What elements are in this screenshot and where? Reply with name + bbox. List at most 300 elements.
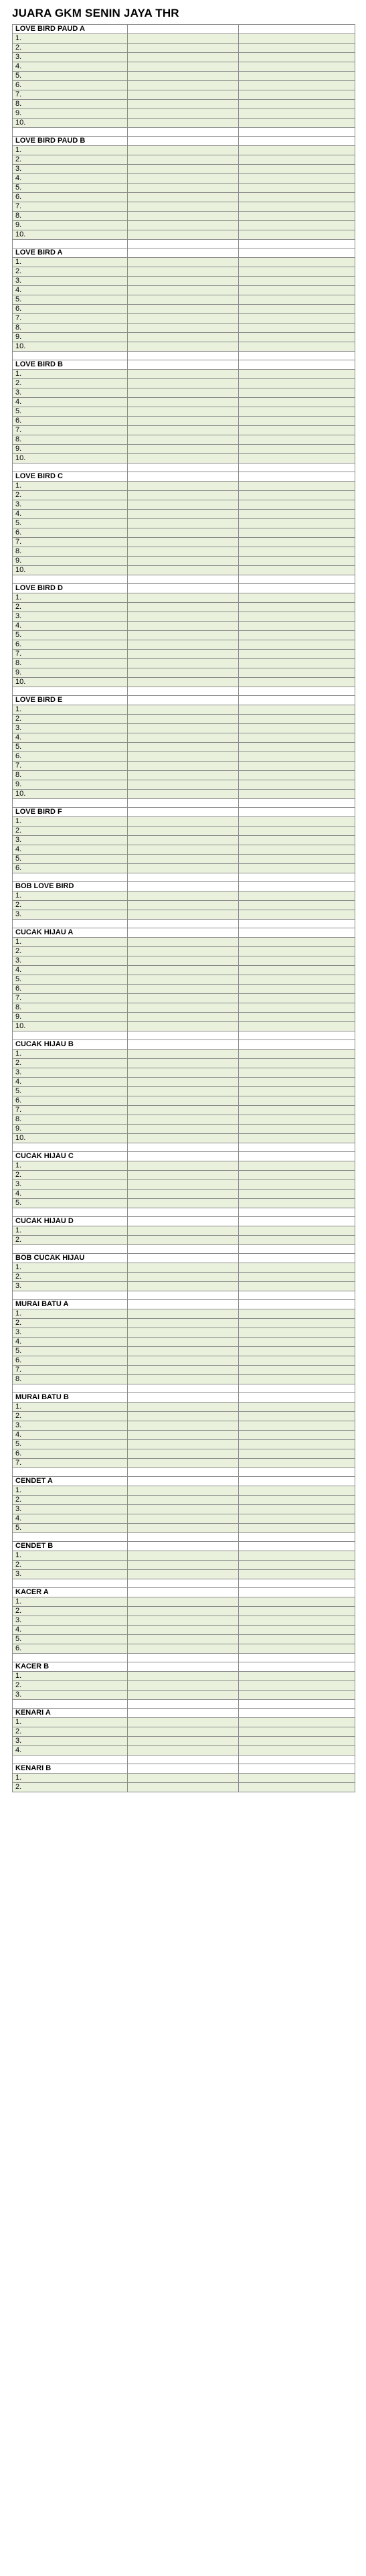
- header-cell: [128, 808, 239, 817]
- rank-cell: [13, 426, 128, 435]
- bird-name: [128, 845, 239, 855]
- winner-row: [13, 622, 355, 631]
- header-cell: [239, 1477, 355, 1486]
- rank-cell: [13, 855, 128, 864]
- section-spacer: [13, 463, 355, 472]
- winner-row: [13, 845, 355, 855]
- rank-cell: [13, 938, 128, 947]
- spacer-cell: [13, 1700, 128, 1709]
- owner-club: [239, 1626, 355, 1635]
- winner-row: [13, 855, 355, 864]
- bird-name: [128, 1561, 239, 1570]
- rank-number: 10.: [15, 454, 26, 462]
- bird-name: [128, 1672, 239, 1681]
- winner-row: [13, 966, 355, 975]
- rank-number: 7.: [15, 426, 22, 434]
- rank-number: 5.: [15, 1635, 22, 1643]
- rank-cell: [13, 705, 128, 715]
- rank-cell: [13, 417, 128, 426]
- rank-number: 4.: [15, 62, 22, 70]
- header-cell: [128, 360, 239, 370]
- rank-cell: [13, 258, 128, 267]
- winner-row: [13, 733, 355, 743]
- spacer-cell: [239, 1291, 355, 1300]
- winner-row: [13, 155, 355, 165]
- bird-name: [128, 119, 239, 128]
- header-cell: [128, 928, 239, 938]
- header-cell: [128, 1300, 239, 1309]
- owner-club: [239, 277, 355, 286]
- rank-number: 6.: [15, 417, 22, 425]
- spacer-cell: [13, 799, 128, 808]
- owner-club: [239, 72, 355, 81]
- owner-club: [239, 612, 355, 622]
- rank-cell: [13, 286, 128, 295]
- class-header: [13, 1542, 355, 1551]
- owner-club: [239, 668, 355, 678]
- owner-club: [239, 864, 355, 873]
- winner-row: [13, 1125, 355, 1134]
- rank-number: 3.: [15, 956, 22, 964]
- winner-row: [13, 1309, 355, 1319]
- spacer-cell: [128, 1245, 239, 1254]
- rank-number: 2.: [15, 267, 22, 275]
- rank-number: 3.: [15, 724, 22, 732]
- class-name: CUCAK HIJAU A: [13, 928, 128, 938]
- spacer-cell: [13, 1143, 128, 1152]
- rank-number: 3.: [15, 1505, 22, 1513]
- class-name: CENDET B: [13, 1542, 128, 1551]
- owner-club: [239, 1068, 355, 1078]
- winner-row: [13, 538, 355, 547]
- rank-cell: [13, 668, 128, 678]
- owner-club: [239, 1459, 355, 1468]
- spacer-cell: [13, 920, 128, 928]
- rank-number: 5.: [15, 1199, 22, 1207]
- rank-cell: [13, 1431, 128, 1440]
- winner-row: [13, 62, 355, 72]
- winner-row: [13, 1440, 355, 1449]
- rank-cell: [13, 1171, 128, 1180]
- bird-name: [128, 1524, 239, 1533]
- owner-club: [239, 286, 355, 295]
- rank-number: 6.: [15, 1449, 22, 1457]
- bird-name: [128, 519, 239, 528]
- rank-cell: [13, 212, 128, 221]
- owner-club: [239, 445, 355, 454]
- bird-name: [128, 1096, 239, 1106]
- rank-cell: [13, 566, 128, 575]
- rank-number: 1.: [15, 1226, 22, 1234]
- owner-club: [239, 1412, 355, 1421]
- winner-row: [13, 230, 355, 240]
- spacer-cell: [128, 1468, 239, 1477]
- owner-club: [239, 1616, 355, 1626]
- class-name: KACER A: [13, 1588, 128, 1597]
- owner-club: [239, 417, 355, 426]
- bird-name: [128, 1486, 239, 1496]
- class-header: [13, 1393, 355, 1403]
- rank-number: 7.: [15, 202, 22, 210]
- owner-club: [239, 1718, 355, 1727]
- owner-club: [239, 1607, 355, 1616]
- bird-name: [128, 305, 239, 314]
- rank-cell: [13, 901, 128, 910]
- rank-cell: [13, 836, 128, 845]
- bird-name: [128, 864, 239, 873]
- bird-name: [128, 165, 239, 174]
- owner-club: [239, 1263, 355, 1273]
- rank-number: 8.: [15, 212, 22, 220]
- rank-number: 3.: [15, 1691, 22, 1699]
- rank-number: 3.: [15, 1737, 22, 1745]
- bird-name: [128, 100, 239, 109]
- owner-club: [239, 370, 355, 379]
- winner-row: [13, 836, 355, 845]
- rank-number: 2.: [15, 1059, 22, 1067]
- rank-cell: [13, 780, 128, 790]
- rank-number: 9.: [15, 668, 22, 676]
- bird-name: [128, 528, 239, 538]
- rank-number: 2.: [15, 1681, 22, 1689]
- winner-row: [13, 510, 355, 519]
- bird-name: [128, 267, 239, 277]
- rank-number: 2.: [15, 1607, 22, 1615]
- bird-name: [128, 72, 239, 81]
- rank-cell: [13, 510, 128, 519]
- winner-row: [13, 1774, 355, 1783]
- rank-cell: [13, 1635, 128, 1644]
- rank-number: 6.: [15, 640, 22, 648]
- header-cell: [239, 584, 355, 593]
- bird-name: [128, 398, 239, 407]
- bird-name: [128, 62, 239, 72]
- rank-number: 2.: [15, 1319, 22, 1327]
- owner-club: [239, 1190, 355, 1199]
- bird-name: [128, 510, 239, 519]
- bird-name: [128, 1774, 239, 1783]
- owner-club: [239, 938, 355, 947]
- winner-row: [13, 891, 355, 901]
- rank-number: 3.: [15, 165, 22, 173]
- winner-row: [13, 500, 355, 510]
- bird-name: [128, 790, 239, 799]
- rank-number: 4.: [15, 966, 22, 974]
- rank-number: 10.: [15, 342, 26, 350]
- winner-row: [13, 342, 355, 352]
- rank-cell: [13, 817, 128, 827]
- winner-row: [13, 1263, 355, 1273]
- bird-name: [128, 1319, 239, 1328]
- class-name: MURAI BATU B: [13, 1393, 128, 1403]
- header-cell: [239, 928, 355, 938]
- rank-cell: [13, 1597, 128, 1607]
- class-name: KACER B: [13, 1662, 128, 1672]
- winner-row: [13, 202, 355, 212]
- spacer-cell: [128, 1700, 239, 1709]
- winner-row: [13, 1459, 355, 1468]
- owner-club: [239, 947, 355, 956]
- owner-club: [239, 547, 355, 557]
- winner-row: [13, 640, 355, 650]
- spacer-cell: [239, 128, 355, 137]
- bird-name: [128, 1171, 239, 1180]
- winner-row: [13, 1375, 355, 1384]
- rank-number: 5.: [15, 1524, 22, 1532]
- bird-name: [128, 379, 239, 388]
- winner-row: [13, 1524, 355, 1533]
- bird-name: [128, 1068, 239, 1078]
- owner-club: [239, 1421, 355, 1431]
- rank-number: 3.: [15, 500, 22, 508]
- bird-name: [128, 1199, 239, 1208]
- bird-name: [128, 1309, 239, 1319]
- bird-name: [128, 1718, 239, 1727]
- header-cell: [239, 360, 355, 370]
- header-cell: [239, 1152, 355, 1161]
- rank-number: 7.: [15, 1459, 22, 1467]
- rank-cell: [13, 547, 128, 557]
- winner-row: [13, 81, 355, 90]
- rank-cell: [13, 1338, 128, 1347]
- owner-club: [239, 1644, 355, 1654]
- rank-cell: [13, 1226, 128, 1236]
- owner-club: [239, 1440, 355, 1449]
- rank-number: 9.: [15, 333, 22, 341]
- owner-club: [239, 901, 355, 910]
- rank-cell: [13, 1570, 128, 1579]
- owner-club: [239, 230, 355, 240]
- rank-cell: [13, 1459, 128, 1468]
- rank-number: 4.: [15, 1190, 22, 1198]
- rank-cell: [13, 790, 128, 799]
- owner-club: [239, 975, 355, 985]
- rank-cell: [13, 1050, 128, 1059]
- winner-row: [13, 1190, 355, 1199]
- winner-row: [13, 1236, 355, 1245]
- class-header: [13, 1588, 355, 1597]
- rank-cell: [13, 1486, 128, 1496]
- rank-cell: [13, 324, 128, 333]
- owner-club: [239, 1366, 355, 1375]
- header-cell: [128, 472, 239, 482]
- rank-cell: [13, 342, 128, 352]
- rank-number: 1.: [15, 258, 22, 266]
- bird-name: [128, 286, 239, 295]
- owner-club: [239, 1273, 355, 1282]
- winner-row: [13, 305, 355, 314]
- owner-club: [239, 314, 355, 324]
- bird-name: [128, 910, 239, 920]
- bird-name: [128, 1338, 239, 1347]
- spacer-cell: [13, 687, 128, 696]
- spacer-cell: [13, 1468, 128, 1477]
- owner-club: [239, 119, 355, 128]
- bird-name: [128, 1013, 239, 1022]
- bird-name: [128, 1551, 239, 1561]
- owner-club: [239, 678, 355, 687]
- rank-number: 5.: [15, 631, 22, 639]
- bird-name: [128, 1412, 239, 1421]
- owner-club: [239, 752, 355, 762]
- owner-club: [239, 1551, 355, 1561]
- rank-number: 6.: [15, 864, 22, 872]
- class-name: MURAI BATU A: [13, 1300, 128, 1309]
- winner-row: [13, 1059, 355, 1068]
- bird-name: [128, 1328, 239, 1338]
- header-cell: [128, 1254, 239, 1263]
- header-cell: [239, 1040, 355, 1050]
- rank-number: 8.: [15, 1003, 22, 1011]
- spacer-cell: [128, 240, 239, 248]
- class-header: [13, 25, 355, 34]
- header-cell: [239, 472, 355, 482]
- class-header: [13, 1040, 355, 1050]
- owner-club: [239, 1003, 355, 1013]
- rank-cell: [13, 1199, 128, 1208]
- owner-club: [239, 193, 355, 202]
- winner-row: [13, 1561, 355, 1570]
- rank-cell: [13, 398, 128, 407]
- section-spacer: [13, 352, 355, 360]
- rank-number: 5.: [15, 295, 22, 303]
- bird-name: [128, 1616, 239, 1626]
- rank-number: 9.: [15, 1125, 22, 1133]
- owner-club: [239, 762, 355, 771]
- rank-cell: [13, 193, 128, 202]
- rank-number: 8.: [15, 1375, 22, 1383]
- rank-number: 6.: [15, 1096, 22, 1104]
- winner-row: [13, 612, 355, 622]
- winner-row: [13, 72, 355, 81]
- winner-row: [13, 1115, 355, 1125]
- rank-number: 2.: [15, 491, 22, 499]
- bird-name: [128, 771, 239, 780]
- owner-club: [239, 966, 355, 975]
- class-name: CUCAK HIJAU D: [13, 1217, 128, 1226]
- rank-number: 1.: [15, 1551, 22, 1559]
- class-header: [13, 1217, 355, 1226]
- spacer-cell: [239, 575, 355, 584]
- rank-number: 3.: [15, 1180, 22, 1188]
- bird-name: [128, 184, 239, 193]
- rank-cell: [13, 975, 128, 985]
- bird-name: [128, 1190, 239, 1199]
- winner-row: [13, 1505, 355, 1514]
- bird-name: [128, 1078, 239, 1087]
- spacer-cell: [128, 1384, 239, 1393]
- bird-name: [128, 622, 239, 631]
- rank-number: 2.: [15, 901, 22, 909]
- rank-number: 10.: [15, 119, 26, 127]
- owner-club: [239, 557, 355, 566]
- rank-number: 3.: [15, 388, 22, 397]
- winner-row: [13, 864, 355, 873]
- rank-cell: [13, 491, 128, 500]
- rank-cell: [13, 1412, 128, 1421]
- header-cell: [128, 1709, 239, 1718]
- winner-row: [13, 1551, 355, 1561]
- rank-cell: [13, 1180, 128, 1190]
- rank-number: 6.: [15, 752, 22, 760]
- section-spacer: [13, 128, 355, 137]
- bird-name: [128, 678, 239, 687]
- owner-club: [239, 1134, 355, 1143]
- bird-name: [128, 1161, 239, 1171]
- owner-club: [239, 379, 355, 388]
- header-cell: [128, 137, 239, 146]
- owner-club: [239, 1282, 355, 1291]
- winner-row: [13, 994, 355, 1003]
- section-spacer: [13, 1384, 355, 1393]
- rank-cell: [13, 631, 128, 640]
- bird-name: [128, 342, 239, 352]
- owner-club: [239, 1319, 355, 1328]
- bird-name: [128, 1607, 239, 1616]
- rank-cell: [13, 155, 128, 165]
- spacer-cell: [239, 1245, 355, 1254]
- owner-club: [239, 827, 355, 836]
- bird-name: [128, 1449, 239, 1459]
- header-cell: [128, 882, 239, 891]
- bird-name: [128, 1727, 239, 1737]
- owner-club: [239, 519, 355, 528]
- winner-row: [13, 1003, 355, 1013]
- bird-name: [128, 817, 239, 827]
- owner-club: [239, 1096, 355, 1106]
- winner-row: [13, 668, 355, 678]
- section-spacer: [13, 1579, 355, 1588]
- rank-number: 1.: [15, 1403, 22, 1411]
- owner-club: [239, 1226, 355, 1236]
- winner-row: [13, 1635, 355, 1644]
- header-cell: [128, 1764, 239, 1774]
- header-cell: [239, 696, 355, 705]
- rank-cell: [13, 528, 128, 538]
- owner-club: [239, 146, 355, 155]
- rank-cell: [13, 1068, 128, 1078]
- rank-number: 3.: [15, 1328, 22, 1336]
- owner-club: [239, 1106, 355, 1115]
- rank-cell: [13, 1737, 128, 1746]
- rank-number: 2.: [15, 1727, 22, 1735]
- owner-club: [239, 1087, 355, 1096]
- winner-row: [13, 407, 355, 417]
- page-title: JUARA GKM SENIN JAYA THR: [12, 7, 179, 19]
- rank-cell: [13, 891, 128, 901]
- spacer-cell: [13, 1756, 128, 1764]
- rank-number: 1.: [15, 1597, 22, 1605]
- rank-cell: [13, 557, 128, 566]
- rank-cell: [13, 44, 128, 53]
- bird-name: [128, 193, 239, 202]
- bird-name: [128, 407, 239, 417]
- rank-number: 1.: [15, 482, 22, 490]
- bird-name: [128, 333, 239, 342]
- rank-cell: [13, 1561, 128, 1570]
- winner-row: [13, 1087, 355, 1096]
- winner-row: [13, 1783, 355, 1792]
- bird-name: [128, 174, 239, 184]
- header-cell: [239, 1588, 355, 1597]
- rank-cell: [13, 1078, 128, 1087]
- bird-name: [128, 1514, 239, 1524]
- spacer-cell: [128, 1291, 239, 1300]
- class-name: LOVE BIRD B: [13, 360, 128, 370]
- owner-club: [239, 817, 355, 827]
- owner-club: [239, 1050, 355, 1059]
- spacer-cell: [13, 1208, 128, 1217]
